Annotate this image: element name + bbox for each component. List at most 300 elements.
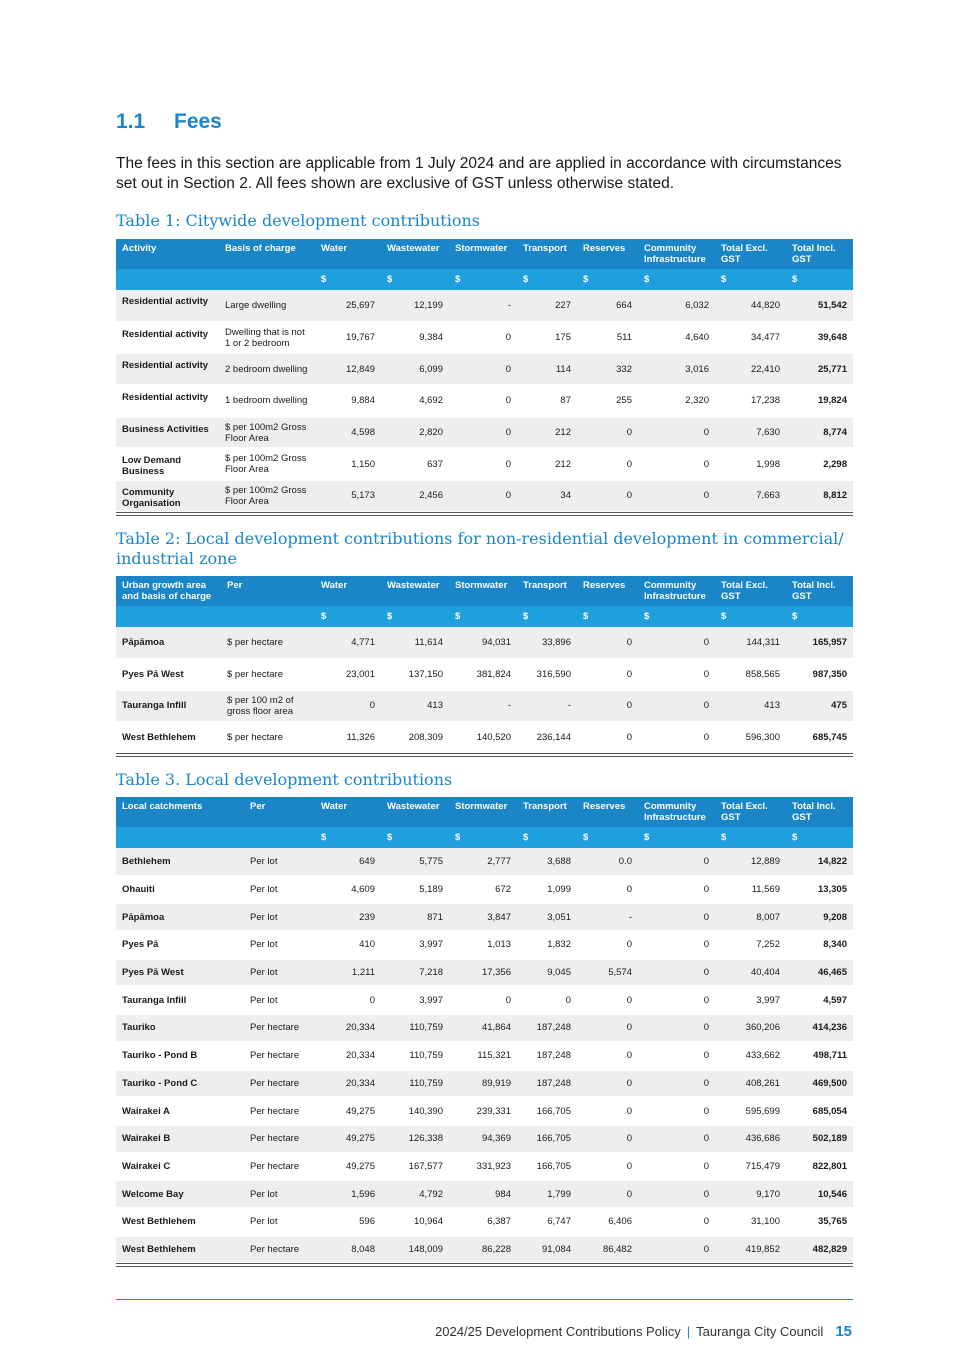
- basis-cell: $ per hectare: [221, 627, 315, 659]
- column-header: Transport: [517, 576, 577, 606]
- currency-cell: $: [786, 606, 853, 627]
- value-cell: 3,847: [449, 903, 517, 931]
- value-cell: 0: [577, 480, 638, 512]
- value-cell: 1,211: [315, 959, 381, 987]
- column-header: Per: [244, 797, 315, 827]
- value-cell: 87: [517, 385, 577, 417]
- value-cell: 11,326: [315, 722, 381, 754]
- empty-cell: [116, 606, 221, 627]
- row-label: Residential activity: [116, 290, 219, 322]
- value-cell: 381,824: [449, 659, 517, 691]
- value-cell: 255: [577, 385, 638, 417]
- table-end-rule: [116, 753, 853, 757]
- empty-cell: [221, 606, 315, 627]
- value-cell: 482,829: [786, 1236, 853, 1264]
- table-row: [116, 1070, 853, 1098]
- table-row: [116, 417, 853, 449]
- value-cell: 871: [381, 903, 449, 931]
- value-cell: 11,569: [715, 876, 786, 904]
- table-row: [116, 690, 853, 722]
- value-cell: 664: [577, 290, 638, 322]
- value-cell: 7,218: [381, 959, 449, 987]
- basis-cell: Per lot: [244, 903, 315, 931]
- value-cell: 0: [638, 659, 715, 691]
- basis-cell: Per lot: [244, 848, 315, 876]
- value-cell: 89,919: [449, 1070, 517, 1098]
- value-cell: 0: [577, 1125, 638, 1153]
- header-row: [116, 797, 853, 827]
- value-cell: 3,016: [638, 353, 715, 385]
- value-cell: 49,275: [315, 1097, 381, 1125]
- basis-cell: $ per 100m2 Gross Floor Area: [219, 480, 315, 512]
- table-row: [116, 876, 853, 904]
- value-cell: 94,031: [449, 627, 517, 659]
- column-header: Reserves: [577, 239, 638, 269]
- table3-title: Table 3. Local development contributions: [116, 770, 453, 789]
- value-cell: 414,236: [786, 1014, 853, 1042]
- value-cell: 408,261: [715, 1070, 786, 1098]
- value-cell: -: [449, 290, 517, 322]
- value-cell: 6,406: [577, 1208, 638, 1236]
- value-cell: 0: [577, 1097, 638, 1125]
- value-cell: 140,390: [381, 1097, 449, 1125]
- header-row: [116, 239, 853, 269]
- value-cell: 5,173: [315, 480, 381, 512]
- value-cell: 0: [638, 1236, 715, 1264]
- column-header: Total Incl. GST: [786, 576, 853, 606]
- value-cell: 0: [577, 876, 638, 904]
- value-cell: 3,997: [715, 986, 786, 1014]
- currency-cell: $: [315, 827, 381, 848]
- value-cell: 0: [449, 353, 517, 385]
- table-row: [116, 290, 853, 322]
- value-cell: 126,338: [381, 1125, 449, 1153]
- value-cell: 0: [449, 417, 517, 449]
- value-cell: 8,340: [786, 931, 853, 959]
- table1: [116, 239, 853, 513]
- basis-cell: 1 bedroom dwelling: [219, 385, 315, 417]
- value-cell: 14,822: [786, 848, 853, 876]
- currency-cell: $: [577, 269, 638, 290]
- currency-cell: $: [449, 827, 517, 848]
- table-row: [116, 986, 853, 1014]
- value-cell: 2,820: [381, 417, 449, 449]
- value-cell: 0: [577, 659, 638, 691]
- basis-cell: Per lot: [244, 1208, 315, 1236]
- basis-cell: Per hectare: [244, 1236, 315, 1264]
- value-cell: 511: [577, 322, 638, 354]
- value-cell: 2,320: [638, 385, 715, 417]
- table-row: [116, 659, 853, 691]
- currency-row: [116, 606, 853, 627]
- column-header: Water: [315, 239, 381, 269]
- row-label: West Bethlehem: [116, 1208, 244, 1236]
- table-row: [116, 1236, 853, 1264]
- table-end-rule: [116, 1263, 853, 1267]
- value-cell: 0: [449, 322, 517, 354]
- row-label: Residential activity: [116, 385, 219, 417]
- value-cell: 1,099: [517, 876, 577, 904]
- currency-cell: $: [715, 827, 786, 848]
- value-cell: 984: [449, 1180, 517, 1208]
- table-row: [116, 931, 853, 959]
- row-label: Tauriko - Pond C: [116, 1070, 244, 1098]
- value-cell: 332: [577, 353, 638, 385]
- value-cell: 0: [577, 931, 638, 959]
- column-header: Total Incl. GST: [786, 797, 853, 827]
- value-cell: 596: [315, 1208, 381, 1236]
- value-cell: 86,228: [449, 1236, 517, 1264]
- basis-cell: $ per 100m2 Gross Floor Area: [219, 417, 315, 449]
- value-cell: 1,832: [517, 931, 577, 959]
- value-cell: 413: [381, 690, 449, 722]
- value-cell: 1,799: [517, 1180, 577, 1208]
- value-cell: 8,048: [315, 1236, 381, 1264]
- row-label: Ohauiti: [116, 876, 244, 904]
- value-cell: 34,477: [715, 322, 786, 354]
- value-cell: 6,387: [449, 1208, 517, 1236]
- value-cell: 110,759: [381, 1014, 449, 1042]
- value-cell: 49,275: [315, 1125, 381, 1153]
- column-header: Reserves: [577, 797, 638, 827]
- currency-row: [116, 827, 853, 848]
- value-cell: 596,300: [715, 722, 786, 754]
- value-cell: 2,298: [786, 448, 853, 480]
- value-cell: 3,688: [517, 848, 577, 876]
- basis-cell: Large dwelling: [219, 290, 315, 322]
- value-cell: 1,596: [315, 1180, 381, 1208]
- value-cell: 0: [577, 1070, 638, 1098]
- value-cell: 0: [638, 1125, 715, 1153]
- page-footer: [435, 1323, 852, 1340]
- row-label: Pāpāmoa: [116, 903, 244, 931]
- column-header: Local catchments: [116, 797, 244, 827]
- value-cell: 236,144: [517, 722, 577, 754]
- row-label: Business Activities: [116, 417, 219, 449]
- value-cell: 433,662: [715, 1042, 786, 1070]
- row-label: Bethlehem: [116, 848, 244, 876]
- value-cell: 0: [638, 986, 715, 1014]
- basis-cell: Per lot: [244, 1180, 315, 1208]
- value-cell: 3,997: [381, 986, 449, 1014]
- value-cell: 410: [315, 931, 381, 959]
- value-cell: 1,013: [449, 931, 517, 959]
- currency-cell: $: [381, 827, 449, 848]
- table-row: [116, 959, 853, 987]
- column-header: Stormwater: [449, 576, 517, 606]
- value-cell: 227: [517, 290, 577, 322]
- table1-title: Table 1: Citywide development contributions: [116, 211, 480, 230]
- empty-cell: [244, 827, 315, 848]
- value-cell: 0: [577, 722, 638, 754]
- table-row: [116, 1097, 853, 1125]
- column-header: Total Excl. GST: [715, 576, 786, 606]
- table-row: [116, 1153, 853, 1181]
- value-cell: 9,384: [381, 322, 449, 354]
- value-cell: 20,334: [315, 1042, 381, 1070]
- value-cell: 4,792: [381, 1180, 449, 1208]
- currency-cell: $: [381, 606, 449, 627]
- value-cell: 115,321: [449, 1042, 517, 1070]
- value-cell: 110,759: [381, 1070, 449, 1098]
- value-cell: 316,590: [517, 659, 577, 691]
- column-header: Basis of charge: [219, 239, 315, 269]
- empty-cell: [116, 827, 244, 848]
- row-label: Tauriko - Pond B: [116, 1042, 244, 1070]
- currency-cell: $: [517, 606, 577, 627]
- column-header: Reserves: [577, 576, 638, 606]
- table-row: [116, 448, 853, 480]
- value-cell: 9,045: [517, 959, 577, 987]
- value-cell: 5,189: [381, 876, 449, 904]
- value-cell: 12,889: [715, 848, 786, 876]
- value-cell: 165,957: [786, 627, 853, 659]
- row-label: Tauranga Infill: [116, 690, 221, 722]
- value-cell: 0: [315, 690, 381, 722]
- value-cell: 7,663: [715, 480, 786, 512]
- value-cell: 715,479: [715, 1153, 786, 1181]
- currency-cell: $: [638, 269, 715, 290]
- value-cell: 0: [638, 1014, 715, 1042]
- value-cell: 4,598: [315, 417, 381, 449]
- column-header: Transport: [517, 239, 577, 269]
- column-header: Urban growth area and basis of charge: [116, 576, 221, 606]
- row-label: Wairakei A: [116, 1097, 244, 1125]
- value-cell: -: [517, 690, 577, 722]
- table-row: [116, 353, 853, 385]
- currency-cell: $: [315, 606, 381, 627]
- value-cell: 822,801: [786, 1153, 853, 1181]
- value-cell: 0: [577, 1153, 638, 1181]
- value-cell: 987,350: [786, 659, 853, 691]
- row-label: Pāpāmoa: [116, 627, 221, 659]
- currency-row: [116, 269, 853, 290]
- value-cell: 0: [577, 627, 638, 659]
- basis-cell: Per hectare: [244, 1097, 315, 1125]
- row-label: Wairakei C: [116, 1153, 244, 1181]
- value-cell: 166,705: [517, 1125, 577, 1153]
- value-cell: 9,884: [315, 385, 381, 417]
- row-label: Pyes Pā West: [116, 659, 221, 691]
- value-cell: 41,864: [449, 1014, 517, 1042]
- value-cell: 91,084: [517, 1236, 577, 1264]
- value-cell: 0: [638, 931, 715, 959]
- basis-cell: $ per 100m2 Gross Floor Area: [219, 448, 315, 480]
- value-cell: 4,771: [315, 627, 381, 659]
- value-cell: 672: [449, 876, 517, 904]
- value-cell: 13,305: [786, 876, 853, 904]
- value-cell: 637: [381, 448, 449, 480]
- table-row: [116, 1125, 853, 1153]
- value-cell: 0: [638, 448, 715, 480]
- value-cell: 0.0: [577, 848, 638, 876]
- value-cell: 23,001: [315, 659, 381, 691]
- table-row: [116, 722, 853, 754]
- value-cell: 44,820: [715, 290, 786, 322]
- value-cell: 46,465: [786, 959, 853, 987]
- currency-cell: $: [638, 827, 715, 848]
- value-cell: 0: [638, 1070, 715, 1098]
- value-cell: 4,609: [315, 876, 381, 904]
- value-cell: -: [449, 690, 517, 722]
- basis-cell: $ per hectare: [221, 659, 315, 691]
- basis-cell: Per lot: [244, 986, 315, 1014]
- table3: [116, 797, 853, 1264]
- value-cell: 0: [577, 448, 638, 480]
- basis-cell: Per hectare: [244, 1014, 315, 1042]
- basis-cell: Per lot: [244, 931, 315, 959]
- column-header: Wastewater: [381, 576, 449, 606]
- column-header: Community Infrastructure: [638, 239, 715, 269]
- value-cell: 413: [715, 690, 786, 722]
- value-cell: 17,238: [715, 385, 786, 417]
- column-header: Total Excl. GST: [715, 239, 786, 269]
- currency-cell: $: [315, 269, 381, 290]
- value-cell: 360,206: [715, 1014, 786, 1042]
- value-cell: 33,896: [517, 627, 577, 659]
- table-row: [116, 848, 853, 876]
- table2: [116, 576, 853, 754]
- value-cell: 1,150: [315, 448, 381, 480]
- value-cell: 25,697: [315, 290, 381, 322]
- empty-cell: [116, 269, 219, 290]
- currency-cell: $: [449, 269, 517, 290]
- value-cell: 502,189: [786, 1125, 853, 1153]
- value-cell: -: [577, 903, 638, 931]
- currency-cell: $: [577, 827, 638, 848]
- currency-cell: $: [786, 827, 853, 848]
- value-cell: 685,745: [786, 722, 853, 754]
- basis-cell: 2 bedroom dwelling: [219, 353, 315, 385]
- value-cell: 331,923: [449, 1153, 517, 1181]
- value-cell: 11,614: [381, 627, 449, 659]
- value-cell: 7,630: [715, 417, 786, 449]
- value-cell: 2,456: [381, 480, 449, 512]
- value-cell: 19,767: [315, 322, 381, 354]
- value-cell: 10,546: [786, 1180, 853, 1208]
- value-cell: 498,711: [786, 1042, 853, 1070]
- table-row: [116, 627, 853, 659]
- value-cell: 0: [517, 986, 577, 1014]
- row-label: Tauriko: [116, 1014, 244, 1042]
- value-cell: 94,369: [449, 1125, 517, 1153]
- section-heading: [116, 110, 222, 134]
- currency-cell: $: [638, 606, 715, 627]
- value-cell: 0: [577, 1042, 638, 1070]
- value-cell: 19,824: [786, 385, 853, 417]
- value-cell: 0: [638, 876, 715, 904]
- value-cell: 49,275: [315, 1153, 381, 1181]
- value-cell: 187,248: [517, 1042, 577, 1070]
- table2-title: Table 2: Local development contributions for non-residential development in commercial/ industrial zone: [116, 529, 844, 568]
- value-cell: 0: [638, 690, 715, 722]
- basis-cell: Per hectare: [244, 1125, 315, 1153]
- column-header: Water: [315, 576, 381, 606]
- row-label: Pyes Pā: [116, 931, 244, 959]
- value-cell: 39,648: [786, 322, 853, 354]
- currency-cell: $: [449, 606, 517, 627]
- value-cell: 0: [638, 903, 715, 931]
- section-number: 1.1: [116, 110, 146, 133]
- row-label: Residential activity: [116, 353, 219, 385]
- section-title: Fees: [174, 110, 222, 133]
- column-header: Total Incl. GST: [786, 239, 853, 269]
- footer-org: Tauranga City Council: [696, 1324, 824, 1339]
- currency-cell: $: [381, 269, 449, 290]
- value-cell: 144,311: [715, 627, 786, 659]
- column-header: Wastewater: [381, 239, 449, 269]
- currency-cell: $: [577, 606, 638, 627]
- value-cell: 166,705: [517, 1097, 577, 1125]
- currency-cell: $: [517, 269, 577, 290]
- value-cell: 0: [638, 1153, 715, 1181]
- table-row: [116, 903, 853, 931]
- value-cell: 148,009: [381, 1236, 449, 1264]
- value-cell: 86,482: [577, 1236, 638, 1264]
- value-cell: 0: [638, 1180, 715, 1208]
- value-cell: 0: [577, 986, 638, 1014]
- column-header: Water: [315, 797, 381, 827]
- value-cell: 20,334: [315, 1014, 381, 1042]
- row-label: West Bethlehem: [116, 722, 221, 754]
- value-cell: 110,759: [381, 1042, 449, 1070]
- value-cell: 6,032: [638, 290, 715, 322]
- value-cell: 0: [449, 448, 517, 480]
- basis-cell: Dwelling that is not 1 or 2 bedroom: [219, 322, 315, 354]
- value-cell: 0: [638, 627, 715, 659]
- column-header: Stormwater: [449, 797, 517, 827]
- value-cell: 4,640: [638, 322, 715, 354]
- column-header: Total Excl. GST: [715, 797, 786, 827]
- table-row: [116, 1180, 853, 1208]
- value-cell: 25,771: [786, 353, 853, 385]
- value-cell: 0: [638, 848, 715, 876]
- column-header: Community Infrastructure: [638, 576, 715, 606]
- footer-rule: [116, 1299, 853, 1300]
- column-header: Stormwater: [449, 239, 517, 269]
- row-label: Tauranga Infill: [116, 986, 244, 1014]
- value-cell: 6,099: [381, 353, 449, 385]
- row-label: Community Organisation: [116, 480, 219, 512]
- column-header: Community Infrastructure: [638, 797, 715, 827]
- table-end-rule: [116, 512, 853, 516]
- value-cell: 140,520: [449, 722, 517, 754]
- value-cell: 7,252: [715, 931, 786, 959]
- value-cell: 2,777: [449, 848, 517, 876]
- currency-cell: $: [786, 269, 853, 290]
- column-header: Per: [221, 576, 315, 606]
- value-cell: 239,331: [449, 1097, 517, 1125]
- footer-doc-title: 2024/25 Development Contributions Policy: [435, 1324, 681, 1339]
- value-cell: 17,356: [449, 959, 517, 987]
- value-cell: 595,699: [715, 1097, 786, 1125]
- basis-cell: Per hectare: [244, 1153, 315, 1181]
- value-cell: 8,812: [786, 480, 853, 512]
- value-cell: 475: [786, 690, 853, 722]
- value-cell: 3,997: [381, 931, 449, 959]
- value-cell: 0: [449, 480, 517, 512]
- value-cell: 3,051: [517, 903, 577, 931]
- column-header: Wastewater: [381, 797, 449, 827]
- value-cell: 167,577: [381, 1153, 449, 1181]
- value-cell: 5,574: [577, 959, 638, 987]
- basis-cell: Per hectare: [244, 1042, 315, 1070]
- value-cell: 649: [315, 848, 381, 876]
- value-cell: 858,565: [715, 659, 786, 691]
- value-cell: 239: [315, 903, 381, 931]
- value-cell: 4,597: [786, 986, 853, 1014]
- value-cell: 114: [517, 353, 577, 385]
